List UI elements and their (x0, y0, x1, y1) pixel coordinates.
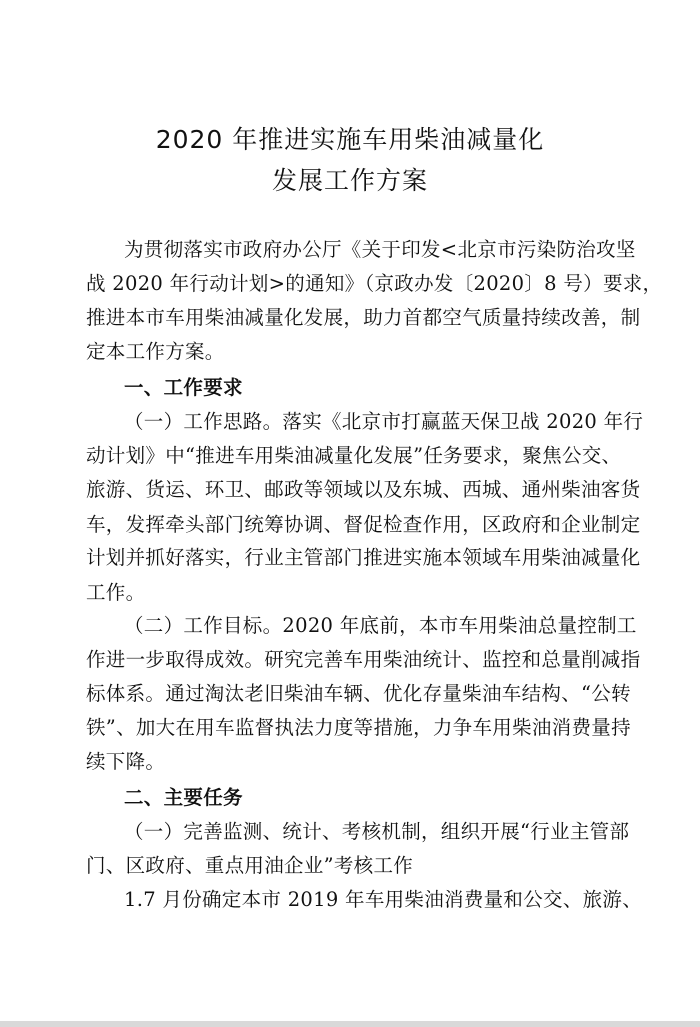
paragraph-line: 为贯彻落实市政府办公厅《关于印发<北京市污染防治攻坚 (124, 238, 636, 261)
paragraph-line: 续下降。 (86, 750, 166, 773)
document-title-line-2: 发展工作方案 (271, 166, 428, 195)
section-heading: 二、主要任务 (124, 786, 243, 809)
paragraph-line: 标体系。通过淘汰老旧柴油车辆、优化存量柴油车结构、“公转 (86, 682, 631, 705)
paragraph-line: 门、区政府、重点用油企业”考核工作 (86, 854, 414, 877)
paragraph-line: 工作。 (86, 581, 146, 604)
paragraph-line: 1.7 月份确定本市 2019 年车用柴油消费量和公交、旅游、 (124, 888, 643, 911)
paragraph-line: 作进一步取得成效。研究完善车用柴油统计、监控和总量削减指 (86, 648, 641, 671)
paragraph-line: （一）工作思路。落实《北京市打赢蓝天保卫战 2020 年行 (124, 410, 644, 433)
paragraph-line: 定本工作方案。 (86, 340, 225, 363)
paragraph-line: 推进本市车用柴油减量化发展，助力首都空气质量持续改善，制 (86, 306, 641, 329)
paragraph-line: （二）工作目标。2020 年底前，本市车用柴油总量控制工 (124, 614, 637, 637)
section-heading: 一、工作要求 (124, 376, 243, 399)
paragraph-line: 车，发挥牵头部门统筹协调、督促检查作用，区政府和企业制定 (86, 513, 641, 536)
paragraph-line: 战 2020 年行动计划>的通知》（京政办发〔2020〕8 号）要求， (86, 272, 663, 295)
page-bottom-divider (0, 1021, 700, 1027)
paragraph-line: 旅游、货运、环卫、邮政等领域以及东城、西城、通州柴油客货 (86, 478, 641, 501)
paragraph-line: 计划并抓好落实，行业主管部门推进实施本领域车用柴油减量化 (86, 546, 641, 569)
paragraph-line: 动计划》中“推进车用柴油减量化发展”任务要求，聚焦公交、 (86, 444, 622, 467)
paragraph-line: （一）完善监测、统计、考核机制，组织开展“行业主管部 (124, 820, 630, 843)
paragraph-line: 铁”、加大在用车监督执法力度等措施，力争车用柴油消费量持 (86, 716, 631, 739)
document-title-line-1: 2020 年推进实施车用柴油减量化 (155, 125, 545, 154)
